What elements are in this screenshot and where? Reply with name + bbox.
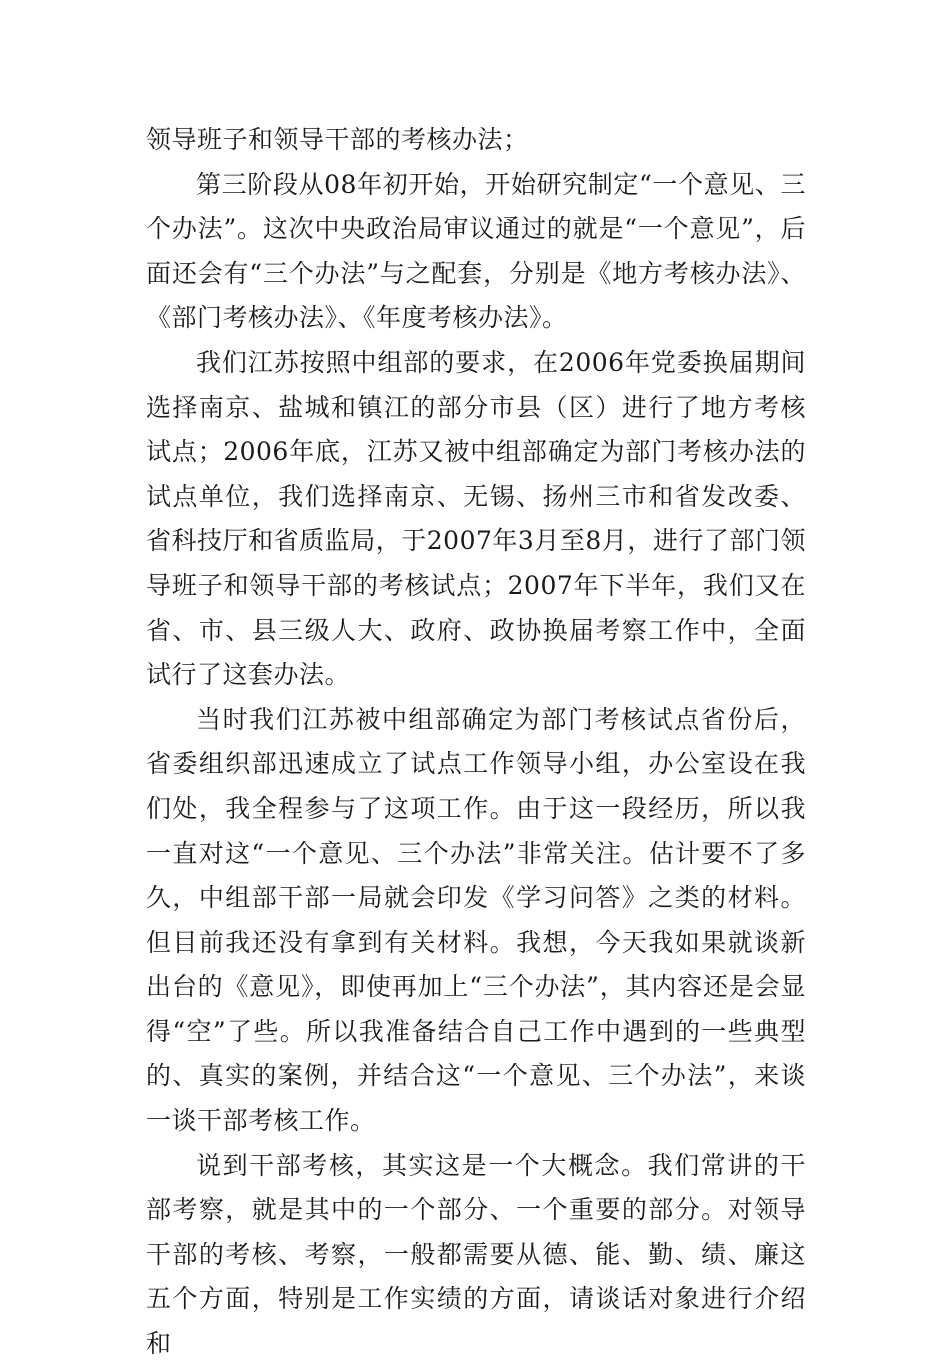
paragraph-cadre-assessment: 说到干部考核，其实这是一个大概念。我们常讲的干部考察，就是其中的一个部分、一个重要的部分。对领导干部的考核、考察，一般都需要从德、能、勤、绩、廉这五个方面，特别是工作实绩的方面，请谈话对象进行介绍和 — [146, 1150, 806, 1359]
paragraph-jiangsu-pilot: 我们江苏按照中组部的要求，在2006年党委换届期间选择南京、盐城和镇江的部分市县（区）进行了地方考核试点；2006年底，江苏又被中组部确定为部门考核办法的试点单位，我们选择南京、无锡、扬州三市和省发改委、省科技厅和省质监局，于2007年3月至8月，进行了部门领导班子和领导干部的考核试点；2007年下半年，我们又在省、市、县三级人大、政府、政协换届考察工作中，全面试行了这套办法。 — [146, 347, 806, 690]
paragraph-pilot-group: 当时我们江苏被中组部确定为部门考核试点省份后，省委组织部迅速成立了试点工作领导小组，办公室设在我们处，我全程参与了这项工作。由于这一段经历，所以我一直对这“一个意见、三个办法”非常关注。估计要不了多久，中组部干部一局就会印发《学习问答》之类的材料。但目前我还没有拿到有关材料。我想，今天我如果就谈新出台的《意见》，即使再加上“三个办法”，其内容还是会显得“空”了些。所以我准备结合自己工作中遇到的一些典型的、真实的案例，并结合这“一个意见、三个办法”，来谈一谈干部考核工作。 — [146, 704, 806, 1136]
document-body — [146, 118, 806, 1367]
paragraph-third-stage: 第三阶段从08年初开始，开始研究制定“一个意见、三个办法”。这次中央政治局审议通过的就是“一个意见”，后面还会有“三个办法”与之配套，分别是《地方考核办法》、《部门考核办法》、《年度考核办法》。 — [146, 169, 806, 333]
paragraph-continuation: 领导班子和领导干部的考核办法； — [146, 125, 529, 154]
